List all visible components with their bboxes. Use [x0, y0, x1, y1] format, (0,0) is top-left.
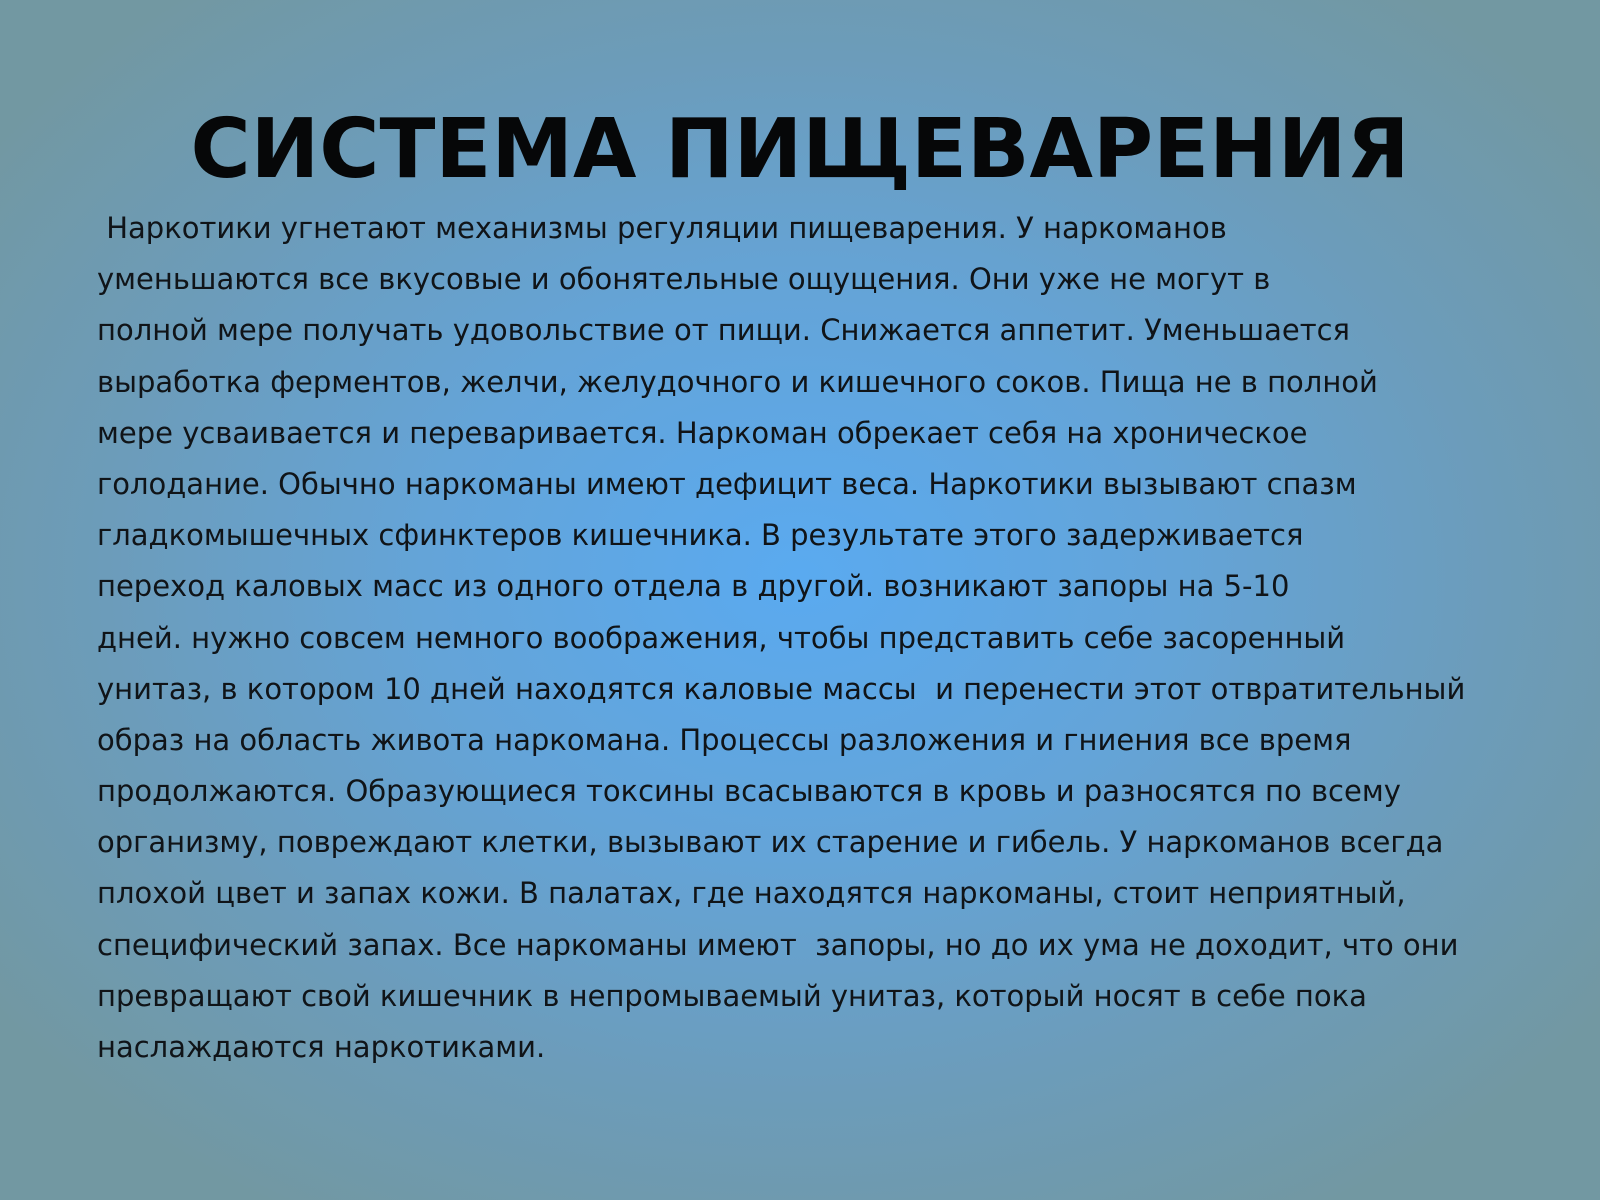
body-text-line: гладкомышечных сфинктеров кишечника. В результате этого задерживается: [97, 518, 1304, 553]
body-text-line: переход каловых масс из одного отдела в другой. возникают запоры на 5-10: [97, 569, 1290, 604]
body-text-line: организму, повреждают клетки, вызывают их старение и гибель. У наркоманов всегда: [97, 825, 1444, 860]
body-text-line: полной мере получать удовольствие от пищи. Снижается аппетит. Уменьшается: [97, 313, 1350, 348]
body-text-line: Наркотики угнетают механизмы регуляции пищеварения. У наркоманов: [97, 211, 1227, 245]
body-text-line: дней. нужно совсем немного воображения, чтобы представить себе засоренный: [97, 620, 1346, 655]
body-text-line: наслаждаются наркотиками.: [97, 1030, 546, 1064]
body-text-line: уменьшаются все вкусовые и обонятельные ощущения. Они уже не могут в: [97, 262, 1271, 297]
body-text-line: специфический запах. Все наркоманы имеют запоры, но до их ума не доходит, что они: [97, 927, 1459, 962]
body-text-line: образ на область живота наркомана. Процессы разложения и гниения все время: [97, 722, 1352, 757]
slide-title: СИСТЕМА ПИЩЕВАРЕНИЯ: [190, 102, 1410, 197]
body-text-line: выработка ферментов, желчи, желудочного и кишечного соков. Пища не в полной: [97, 364, 1378, 399]
body-text-line: унитаз, в котором 10 дней находятся каловые массы и перенести этот отвратительный: [97, 671, 1466, 706]
body-text-line: превращают свой кишечник в непромываемый унитаз, который носят в себе пока: [97, 978, 1367, 1013]
body-text-line: плохой цвет и запах кожи. В палатах, где находятся наркоманы, стоит неприятный,: [97, 876, 1406, 911]
body-text-line: голодание. Обычно наркоманы имеют дефицит веса. Наркотики вызывают спазм: [97, 466, 1357, 501]
slide-body-text: [97, 203, 1537, 1073]
body-text-line: мере усваивается и переваривается. Наркоман обрекает себя на хроническое: [97, 415, 1308, 450]
body-text-line: продолжаются. Образующиеся токсины всасываются в кровь и разносятся по всему: [97, 774, 1401, 809]
